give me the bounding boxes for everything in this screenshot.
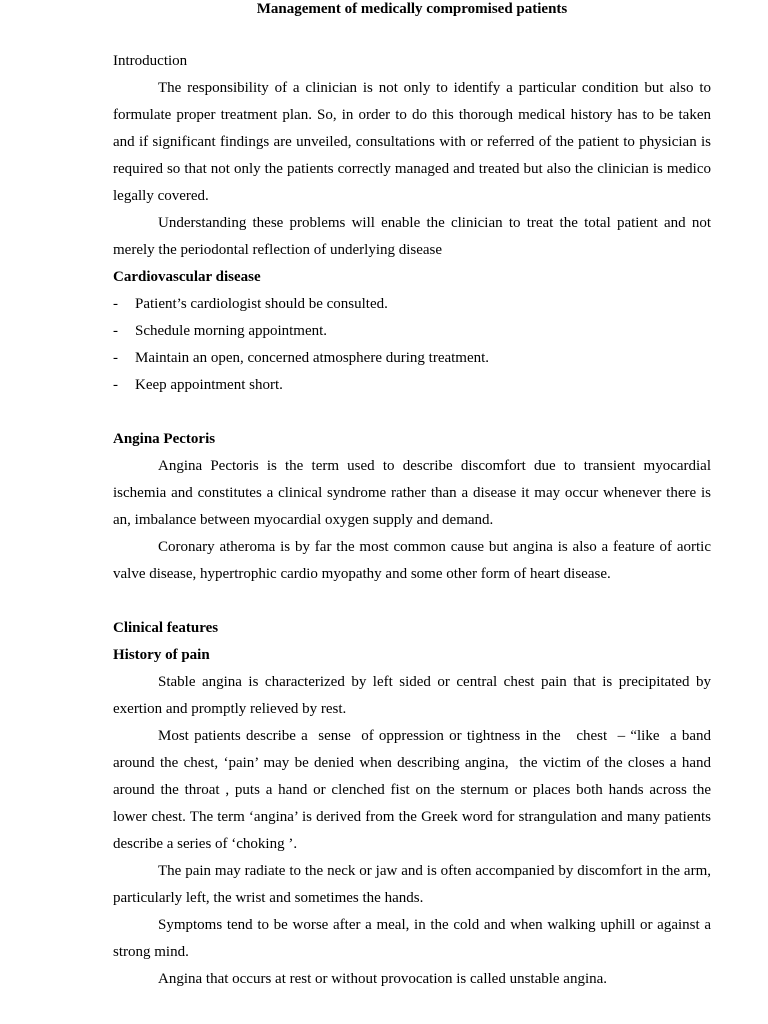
spacer [113,399,711,426]
clinical-features-heading: Clinical features [113,620,219,636]
cardiovascular-heading: Cardiovascular disease [113,269,261,285]
angina-paragraph: Coronary atheroma is by far the most common cause but angina is also a feature of aortic valve disease, hypertrophic cardio myopathy and some other form of heart disease. [113,539,711,582]
list-item-text: Keep appointment short. [135,377,283,393]
dash-bullet: - [113,296,118,312]
intro-paragraph: Understanding these problems will enable the clinician to treat the total patient and not merely the periodontal reflection of underlying disease [113,215,711,258]
document-body [113,48,715,993]
clinical-paragraph: Most patients describe a sense of oppression or tightness in the chest – “like a band around the chest, ‘pain’ may be denied when describing angina, the victim of the closes a hand around the throat , puts a hand or clenched fist on the sternum or places both hands across the lower chest. The term ‘angina’ is derived from the Greek word for strangulation and many patients describe a series of ‘choking ’. [113,728,715,852]
document-title: Management of medically compromised patients [256,1,568,17]
list-item [113,372,711,399]
angina-paragraph: Angina Pectoris is the term used to describe discomfort due to transient myocardial ischemia and constitutes a clinical syndrome rather than a disease it may occur whenever there is an, imbalance between myocardial oxygen supply and demand. [113,458,711,528]
clinical-paragraph: Angina that occurs at rest or without provocation is called unstable angina. [158,971,608,987]
cardiovascular-list [113,291,711,399]
spacer [113,588,711,615]
dash-bullet: - [113,323,118,339]
list-item-text: Maintain an open, concerned atmosphere during treatment. [135,350,490,366]
introduction-label: Introduction [113,53,188,69]
clinical-paragraph: Symptoms tend to be worse after a meal, in the cold and when walking uphill or against a strong mind. [113,917,711,960]
clinical-paragraph: The pain may radiate to the neck or jaw and is often accompanied by discomfort in the arm, particularly left, the wrist and sometimes the hands. [113,863,711,906]
clinical-paragraph: Stable angina is characterized by left sided or central chest pain that is precipitated by exertion and promptly relieved by rest. [113,674,711,717]
angina-heading: Angina Pectoris [113,431,216,447]
dash-bullet: - [113,350,118,366]
dash-bullet: - [113,377,118,393]
list-item [113,291,711,318]
list-item [113,345,711,372]
intro-paragraph: The responsibility of a clinician is not only to identify a particular condition but also to formulate proper treatment plan. So, in order to do this thorough medical history has to be taken and if significant findings are unveiled, consultations with or referred of the patient to physician is required so that not only the patients correctly managed and treated but also the clinician is medico legally covered. [113,80,711,204]
history-of-pain-heading: History of pain [113,647,210,663]
list-item [113,318,711,345]
list-item-text: Schedule morning appointment. [135,323,328,339]
list-item-text: Patient’s cardiologist should be consulted. [135,296,388,312]
